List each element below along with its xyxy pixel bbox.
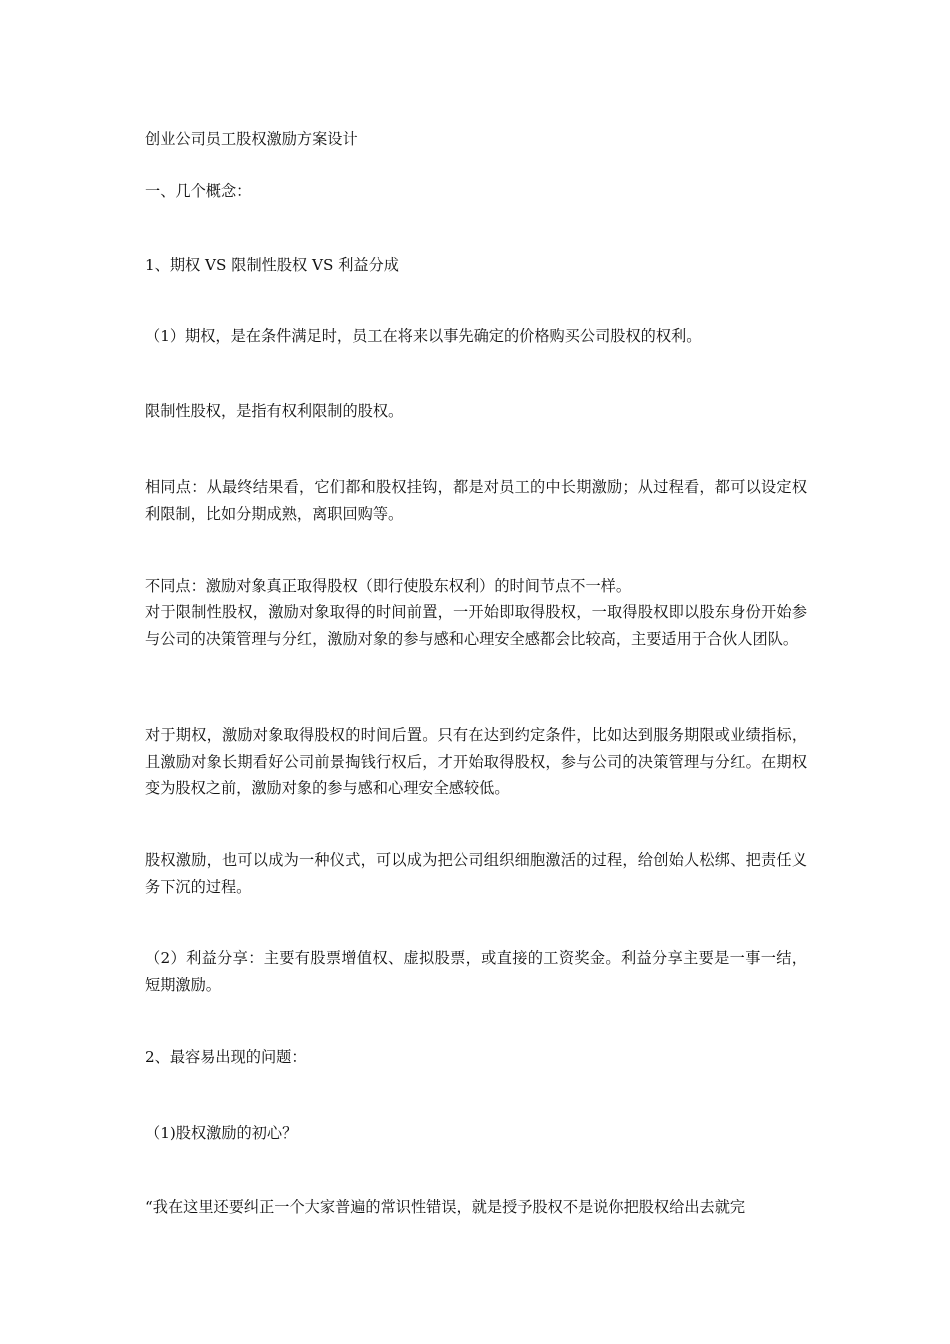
subsection-heading-problems: 2、最容易出现的问题： [145,1048,307,1066]
similarities-paragraph: 相同点：从最终结果看，它们都和股权挂钩，都是对员工的中长期激励；从过程看，都可以设定权利限制，比如分期成熟，离职回购等。 [145,478,807,523]
section-heading-concepts: 一、几个概念： [145,182,252,200]
restricted-equity-definition-paragraph: 限制性股权，是指有权利限制的股权。 [145,402,404,420]
option-detail-paragraph: 对于期权，激励对象取得股权的时间后置。只有在达到约定条件，比如达到服务期限或业绩指标，且激励对象长期看好公司前景掏钱行权后，才开始取得股权，参与公司的决策管理与分红。在期权变为股权之前，激励对象的参与感和心理安全感较低。 [145,726,807,797]
ritual-paragraph: 股权激励，也可以成为一种仪式，可以成为把公司组织细胞激活的过程，给创始人松绑、把责任义务下沉的过程。 [145,851,807,896]
quote-paragraph: “我在这里还要纠正一个大家普遍的常识性错误，就是授予股权不是说你把股权给出去就完 [145,1198,746,1216]
subsection-heading-comparison: 1、期权 VS 限制性股权 VS 利益分成 [145,256,399,274]
option-definition-paragraph: （1）期权，是在条件满足时，员工在将来以事先确定的价格购买公司股权的权利。 [145,327,702,345]
restricted-equity-detail-paragraph: 对于限制性股权，激励对象取得的时间前置，一开始即取得股权，一取得股权即以股东身份开始参与公司的决策管理与分红，激励对象的参与感和心理安全感都会比较高，主要适用于合伙人团队。 [145,603,807,648]
document-title: 创业公司员工股权激励方案设计 [145,130,358,148]
original-intent-heading: （1)股权激励的初心？ [145,1124,298,1142]
differences-paragraph: 不同点：激励对象真正取得股权（即行使股东权利）的时间节点不一样。 [145,577,631,595]
profit-sharing-paragraph: （2）利益分享：主要有股票增值权、虚拟股票，或直接的工资奖金。利益分享主要是一事一结，短期激励。 [145,949,807,994]
